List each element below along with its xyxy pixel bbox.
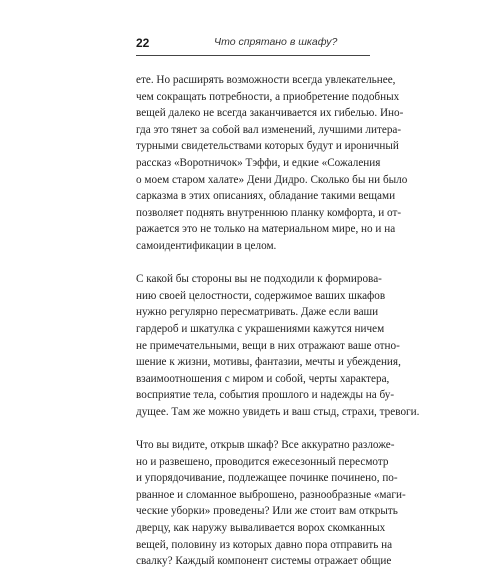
text-line: рассказ «Воротничок» Тэффи, и едкие «Сожаления [136, 156, 381, 169]
running-title: Что спрятано в шкафу? [214, 36, 338, 48]
text-line: ете. Но расширять возможности всегда увлекательнее, [136, 74, 396, 86]
text-line: взаимоотношения с миром и собой, черты характера, [136, 372, 390, 385]
body-text [136, 72, 420, 586]
text-line: самоидентификации в целом. [136, 239, 277, 252]
text-line: дущее. Там же можно увидеть и ваш стыд, страхи, тревоги. [136, 405, 420, 418]
paragraph [136, 437, 406, 570]
text-line: рванное и сломанное выброшено, разнообразные «маги- [136, 488, 406, 501]
header-divider [136, 55, 370, 56]
text-line: нию своей целостности, содержимое ваших шкафов [136, 289, 386, 302]
text-line: и упорядочивание, подлежащее починке починено, по- [136, 472, 398, 485]
text-line: вещей далеко не всегда заканчивается их гибелью. Ино- [136, 107, 404, 120]
text-line: С какой бы стороны вы не подходили к формирова- [136, 273, 382, 286]
text-line: но и развешено, проводится ежесезонный пересмотр [136, 455, 389, 468]
page-number: 22 [136, 36, 150, 50]
text-line: чем сокращать потребности, а приобретение подобных [136, 90, 400, 103]
text-line: свалку? Каждый компонент системы отражает общие [136, 555, 392, 568]
page-header [136, 34, 376, 52]
text-line: вещей, половину из которых давно пора отправить на [136, 538, 393, 551]
paragraph [136, 271, 420, 420]
text-line: о моем старом халате» Дени Дидро. Сколько бы ни было [136, 173, 408, 186]
text-line: ражается это не только на материальном мире, но и на [136, 223, 396, 236]
text-line: позволяет поднять внутреннюю планку комфорта, и от- [136, 206, 402, 219]
text-line: не примечательными, вещи в них отражают ваше отно- [136, 339, 400, 352]
text-line: нужно регулярно пересматривать. Даже если ваши [136, 306, 379, 319]
text-line: ческие уборки» проведены? Или же стоит вам открыть [136, 505, 398, 518]
text-line: восприятие тела, события прошлого и надежды на бу- [136, 389, 395, 402]
text-line: турными свидетельствами которых будут и ироничный [136, 140, 399, 153]
text-line: шение к жизни, мотивы, фантазии, мечты и убеждения, [136, 356, 401, 369]
text-line: Что вы видите, открыв шкаф? Все аккуратно разложе- [136, 439, 395, 452]
text-line: дверцу, как наружу вываливается ворох скомканных [136, 522, 386, 535]
text-line: гардероб и шкатулка с украшениями кажутся ничем [136, 322, 385, 335]
text-line: гда это тянет за собой вал изменений, лучшими литера- [136, 123, 402, 136]
paragraph [136, 72, 408, 255]
text-line: сарказма в этих описаниях, обладание такими вещами [136, 190, 396, 203]
